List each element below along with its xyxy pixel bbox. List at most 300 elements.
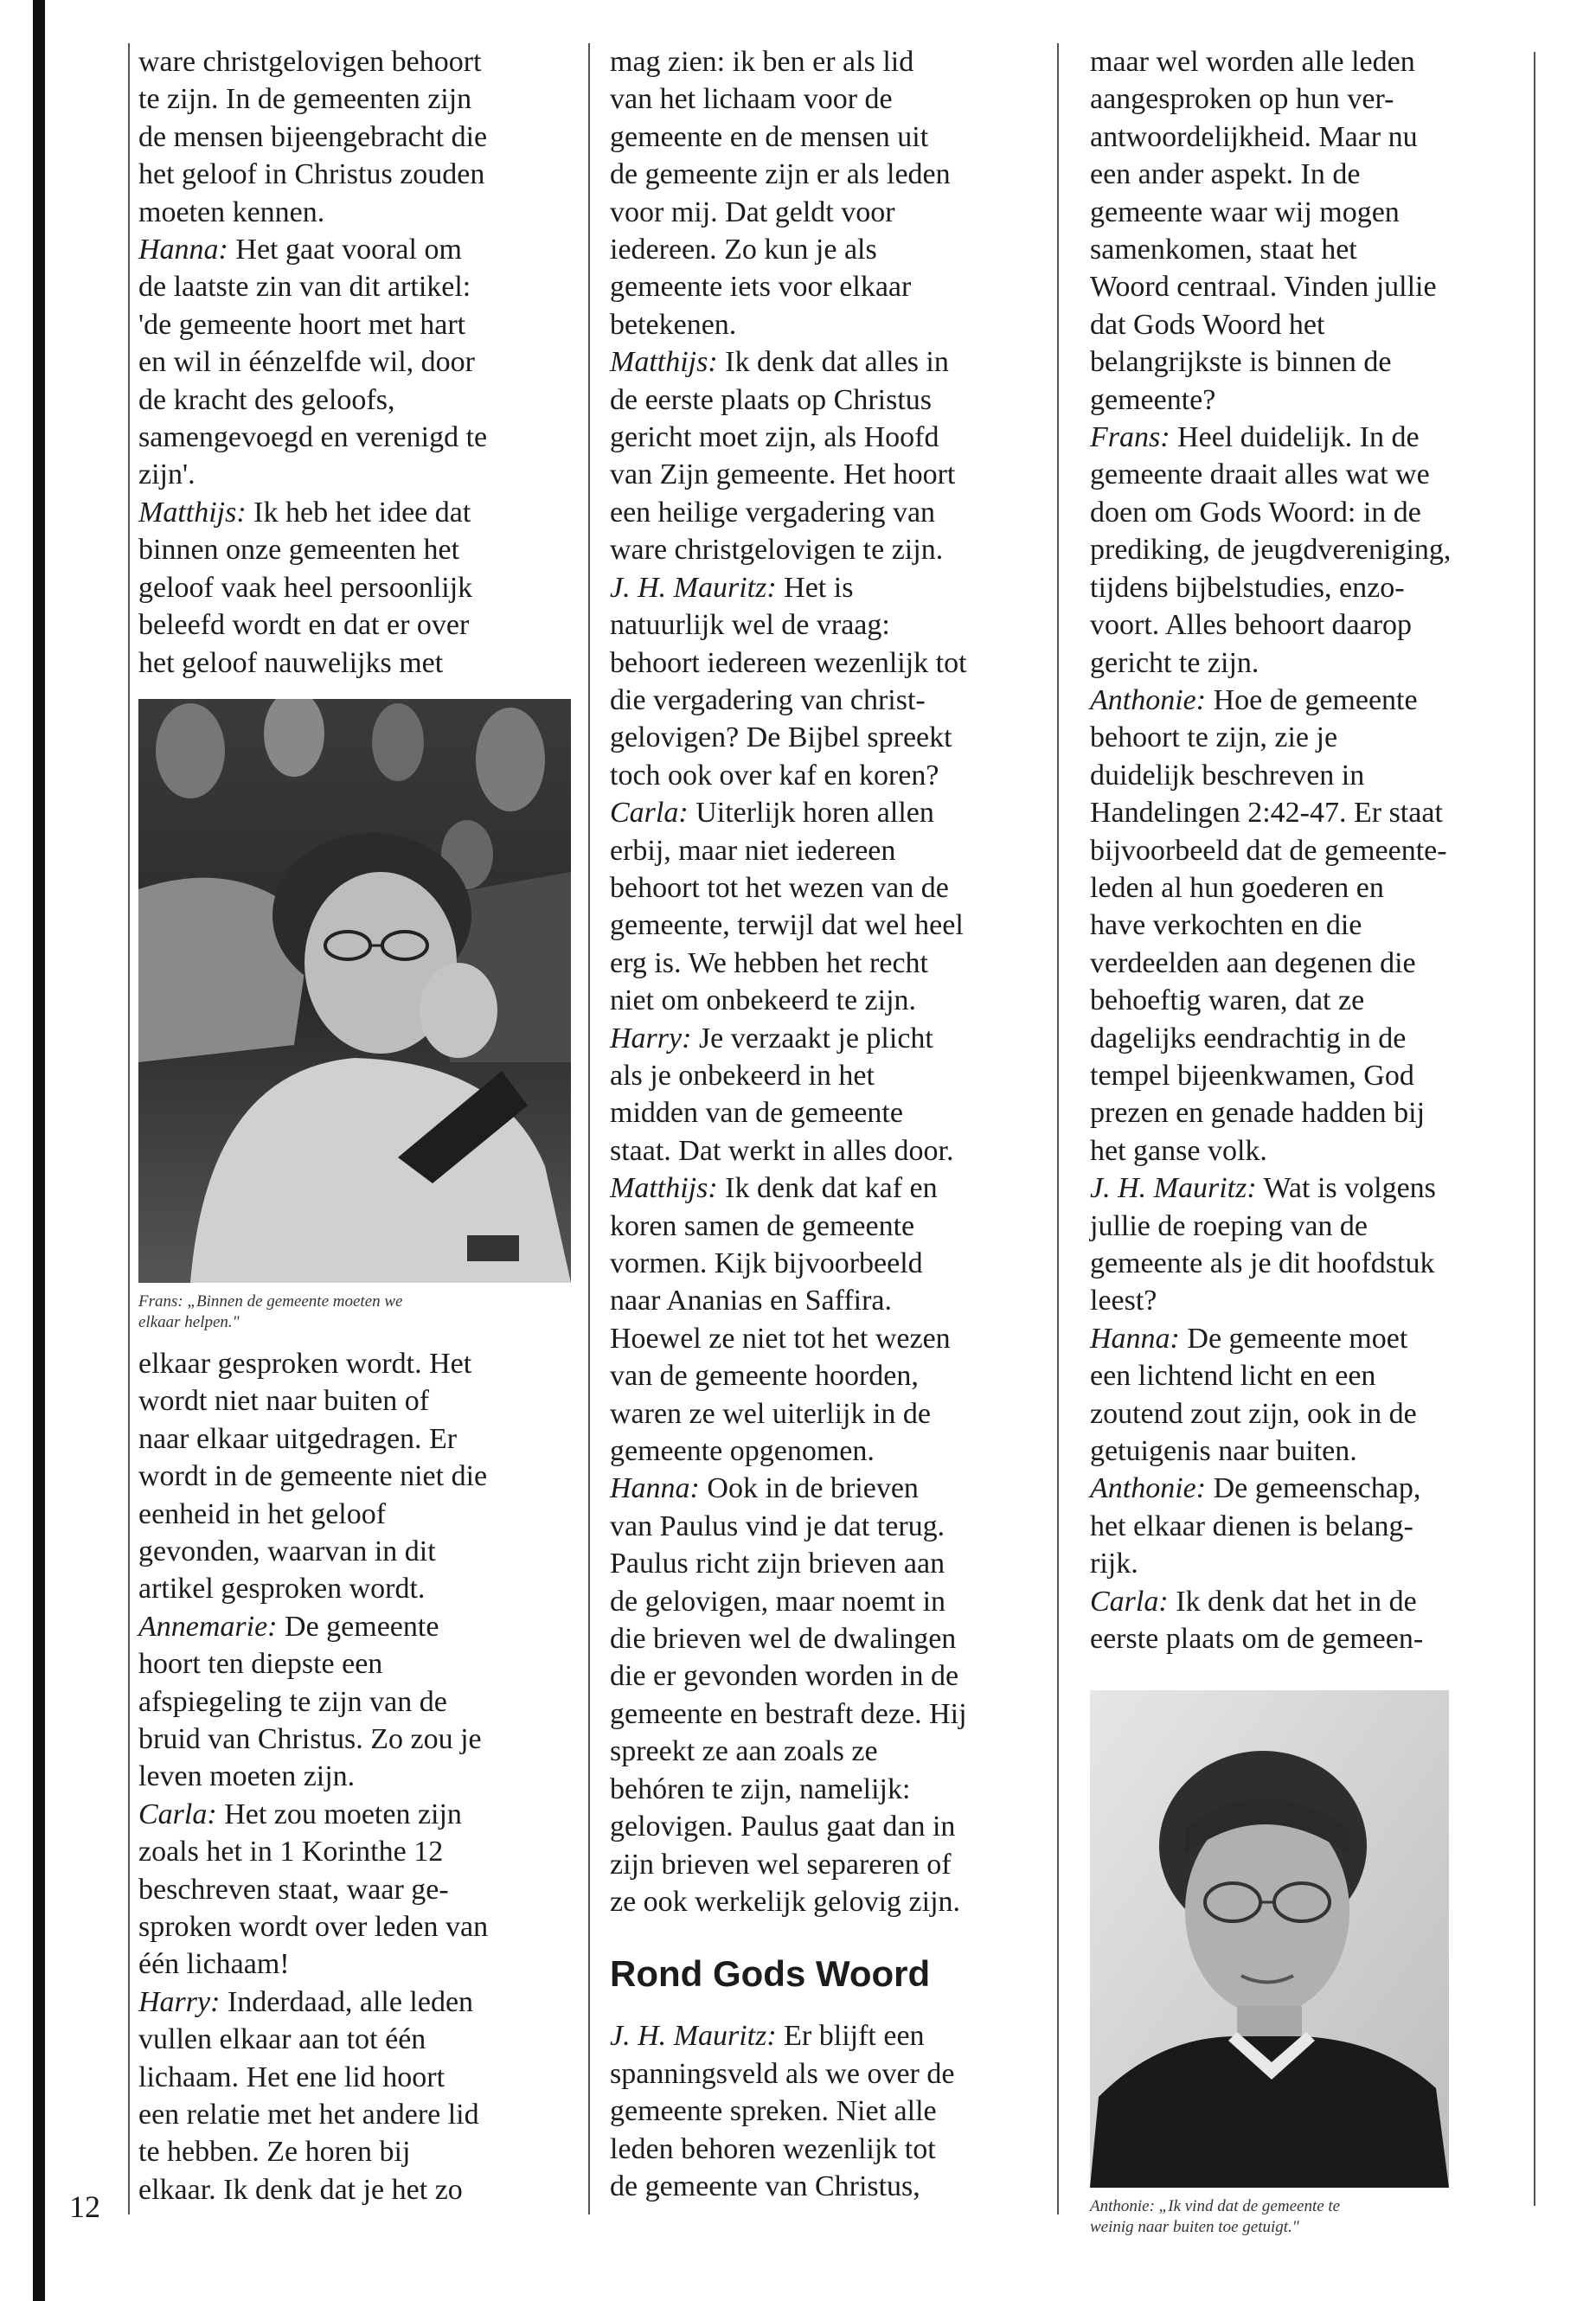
text-line — [610, 1620, 1051, 1657]
text-line — [610, 494, 1051, 531]
photo-anthonie-caption-line-2: weinig naar buiten toe getuigt." — [1090, 2218, 1299, 2237]
text-line — [1090, 757, 1531, 794]
text-line — [138, 1533, 580, 1570]
text-line — [138, 644, 580, 682]
column-2-text-top — [610, 43, 1051, 1920]
line-text: behoeftig waren, dat ze — [1090, 984, 1365, 1017]
text-line — [1090, 156, 1531, 193]
text-line — [610, 1545, 1051, 1582]
line-text: ze ook werkelijk gelovig zijn. — [610, 1885, 961, 1918]
text-line — [1090, 531, 1531, 568]
text-line — [138, 1984, 580, 2021]
line-text: rijk. — [1090, 1548, 1138, 1580]
text-line — [1090, 1395, 1531, 1433]
line-text: zijn brieven wel separeren of — [610, 1848, 952, 1881]
text-line — [610, 1395, 1051, 1433]
line-text: Het is — [776, 571, 854, 604]
text-line — [1090, 494, 1531, 531]
text-line — [1090, 419, 1531, 456]
speaker-name: J. H. Mauritz: — [610, 2020, 777, 2053]
line-text: De gemeenschap, — [1206, 1472, 1421, 1505]
text-line — [610, 1583, 1051, 1620]
page-edge-bar — [33, 0, 45, 2301]
text-line — [138, 569, 580, 606]
text-line — [138, 2133, 580, 2170]
line-text: Het zou moeten zijn — [216, 1798, 462, 1830]
line-text: ware christgelovigen behoort — [138, 46, 482, 78]
line-text: een relatie met het andere lid — [138, 2099, 479, 2131]
line-text: van Paulus vind je dat terug. — [610, 1509, 945, 1542]
line-text: beleefd wordt en dat er over — [138, 609, 470, 642]
text-line — [610, 1357, 1051, 1394]
text-line — [138, 456, 580, 493]
line-text: die vergadering van christ- — [610, 683, 926, 716]
text-line — [1090, 644, 1531, 682]
text-line — [610, 982, 1051, 1019]
text-line — [138, 1645, 580, 1682]
text-line — [1090, 869, 1531, 907]
line-text: Je verzaakt je plicht — [691, 1022, 933, 1054]
text-line — [610, 1020, 1051, 1057]
text-line — [1090, 719, 1531, 756]
text-line — [1090, 343, 1531, 381]
line-text: staat. Dat werkt in alles door. — [610, 1134, 954, 1167]
text-line — [610, 1282, 1051, 1319]
line-text: spanningsveld als we over de — [610, 2057, 955, 2090]
speaker-name: Matthijs: — [610, 1172, 718, 1205]
line-text: Wat is volgens — [1256, 1172, 1436, 1205]
text-line — [610, 1057, 1051, 1094]
text-line — [610, 945, 1051, 982]
text-line — [1090, 569, 1531, 606]
text-line — [138, 306, 580, 343]
line-text: het elkaar dienen is belang- — [1090, 1509, 1413, 1542]
column-2-text-bottom — [610, 2017, 1051, 2205]
line-text: gemeente spreken. Niet alle — [610, 2095, 937, 2128]
text-line — [1090, 1132, 1531, 1170]
line-text: behoort iedereen wezenlijk tot — [610, 646, 967, 679]
text-line — [610, 794, 1051, 831]
speaker-name: Harry: — [138, 1985, 221, 2018]
line-text: gemeente als je dit hoofdstuk — [1090, 1247, 1435, 1279]
text-line — [1090, 1583, 1531, 1620]
line-text: erbij, maar niet iedereen — [610, 834, 896, 867]
text-line — [138, 606, 580, 644]
text-line — [610, 456, 1051, 493]
text-line — [1090, 306, 1531, 343]
line-text: zijn'. — [138, 458, 195, 491]
text-line — [1090, 456, 1531, 493]
column-rule-2 — [1057, 43, 1059, 2214]
text-line — [610, 1883, 1051, 1920]
text-line — [1090, 1208, 1531, 1245]
line-text: wordt in de gemeente niet die — [138, 1460, 488, 1493]
text-line — [1090, 1245, 1531, 1282]
line-text: leden al hun goederen en — [1090, 871, 1384, 904]
text-line — [1090, 1433, 1531, 1470]
text-line — [610, 2168, 1051, 2205]
line-text: De gemeente — [277, 1610, 439, 1643]
line-text: doen om Gods Woord: in de — [1090, 496, 1421, 529]
text-line — [610, 1208, 1051, 1245]
photo-frans-figure — [138, 699, 580, 1333]
line-text: elkaar. Ik denk dat je het zo — [138, 2173, 463, 2206]
text-line — [1090, 1470, 1531, 1507]
line-text: van de gemeente hoorden, — [610, 1360, 919, 1393]
text-line — [1090, 268, 1531, 305]
line-text: de gelovigen, maar noemt in — [610, 1585, 946, 1618]
line-text: Ik heb het idee dat — [246, 496, 471, 529]
line-text: Paulus richt zijn brieven aan — [610, 1548, 945, 1580]
line-text: leven moeten zijn. — [138, 1760, 356, 1793]
text-line — [138, 1758, 580, 1795]
line-text: artikel gesproken wordt. — [138, 1573, 426, 1606]
line-text: tijdens bijbelstudies, enzo- — [1090, 571, 1405, 604]
line-text: waren ze wel uiterlijk in de — [610, 1397, 932, 1430]
text-line — [1090, 80, 1531, 118]
line-text: dagelijks eendrachtig in de — [1090, 1022, 1407, 1054]
text-line — [138, 1420, 580, 1458]
speaker-name: Annemarie: — [138, 1610, 278, 1643]
line-text: toch ook over kaf en koren? — [610, 759, 939, 792]
text-line — [1090, 1170, 1531, 1207]
line-text: gemeente? — [1090, 383, 1216, 416]
text-line — [138, 268, 580, 305]
text-line — [610, 268, 1051, 305]
text-line — [610, 419, 1051, 456]
text-line — [610, 1508, 1051, 1545]
speaker-name: J. H. Mauritz: — [1090, 1172, 1257, 1205]
speaker-name: Anthonie: — [1090, 683, 1207, 716]
text-line — [1090, 381, 1531, 419]
text-line — [1090, 1620, 1531, 1657]
line-text: voort. Alles behoort daarop — [1090, 609, 1413, 642]
line-text: Hoe de gemeente — [1206, 683, 1418, 716]
line-text: de gemeente zijn er als leden — [610, 158, 951, 191]
line-text: Ik denk dat alles in — [717, 346, 949, 379]
text-line — [610, 757, 1051, 794]
photo-anthonie-caption-line-1: Anthonie: „Ik vind dat de gemeente te — [1090, 2197, 1341, 2216]
text-line — [1090, 1057, 1531, 1094]
text-line — [1090, 1320, 1531, 1357]
line-text: mag zien: ik ben er als lid — [610, 46, 914, 78]
line-text: beschreven staat, waar ge- — [138, 1873, 449, 1906]
line-text: ware christgelovigen te zijn. — [610, 534, 944, 567]
text-line — [1090, 606, 1531, 644]
line-text: als je onbekeerd in het — [610, 1059, 875, 1092]
line-text: vormen. Kijk bijvoorbeeld — [610, 1247, 923, 1279]
speaker-name: Hanna: — [1090, 1322, 1180, 1355]
text-line — [610, 156, 1051, 193]
line-text: gemeente en bestraft deze. Hij — [610, 1697, 967, 1730]
line-text: die er gevonden worden in de — [610, 1660, 959, 1693]
line-text: sproken wordt over leden van — [138, 1911, 489, 1943]
line-text: één lichaam! — [138, 1948, 290, 1981]
line-text: gelovigen. Paulus gaat dan in — [610, 1811, 956, 1843]
line-text: eenheid in het geloof — [138, 1497, 387, 1530]
text-line — [138, 1345, 580, 1382]
line-text: gericht te zijn. — [1090, 646, 1259, 679]
text-line — [1090, 119, 1531, 156]
text-line — [1090, 832, 1531, 869]
text-line — [610, 381, 1051, 419]
line-text: gemeente en de mensen uit — [610, 120, 929, 153]
speaker-name: Harry: — [610, 1022, 692, 1054]
text-line — [138, 80, 580, 118]
line-text: gericht moet zijn, als Hoofd — [610, 421, 939, 454]
text-line — [610, 644, 1051, 682]
text-line — [1090, 43, 1531, 80]
line-text: bruid van Christus. Zo zou je — [138, 1722, 482, 1755]
text-line — [138, 2171, 580, 2208]
line-text: Hoewel ze niet tot het wezen — [610, 1322, 951, 1355]
text-line — [1090, 194, 1531, 231]
line-text: Inderdaad, alle leden — [220, 1985, 474, 2018]
line-text: elkaar gesproken wordt. Het — [138, 1347, 472, 1380]
line-text: zoutend zout zijn, ook in de — [1090, 1397, 1417, 1430]
text-line — [138, 43, 580, 80]
line-text: De gemeente moet — [1179, 1322, 1408, 1355]
text-line — [610, 1657, 1051, 1695]
text-line — [610, 119, 1051, 156]
line-text: zoals het in 1 Korinthe 12 — [138, 1836, 444, 1868]
text-line — [610, 682, 1051, 719]
line-text: een ander aspekt. In de — [1090, 158, 1361, 191]
line-text: have verkochten en die — [1090, 909, 1362, 942]
line-text: samenkomen, staat het — [1090, 234, 1357, 266]
line-text: de gemeente van Christus, — [610, 2170, 920, 2202]
text-line — [138, 2096, 580, 2133]
text-line — [610, 43, 1051, 80]
line-text: getuigenis naar buiten. — [1090, 1435, 1357, 1468]
line-text: wordt niet naar buiten of — [138, 1385, 430, 1418]
line-text: gemeente, terwijl dat wel heel — [610, 909, 964, 942]
text-line — [138, 531, 580, 568]
line-text: een lichtend licht en een — [1090, 1360, 1376, 1393]
column-rule-right — [1534, 52, 1535, 2206]
line-text: te hebben. Ze horen bij — [138, 2136, 411, 2169]
text-line — [138, 381, 580, 419]
line-text: naar elkaar uitgedragen. Er — [138, 1422, 458, 1455]
line-text: afspiegeling te zijn van de — [138, 1685, 447, 1718]
speaker-name: Carla: — [138, 1798, 217, 1830]
text-line — [1090, 982, 1531, 1019]
text-line — [138, 119, 580, 156]
text-line — [610, 606, 1051, 644]
line-text: gelovigen? De Bijbel spreekt — [610, 721, 952, 754]
text-line — [610, 1170, 1051, 1207]
text-line — [610, 1245, 1051, 1282]
line-text: natuurlijk wel de vraag: — [610, 609, 890, 642]
line-text: de kracht des geloofs, — [138, 383, 395, 416]
text-line — [1090, 1545, 1531, 1582]
line-text: hoort ten diepste een — [138, 1648, 383, 1681]
speaker-name: Hanna: — [138, 234, 228, 266]
text-line — [138, 156, 580, 193]
line-text: voor mij. Dat geldt voor — [610, 195, 895, 228]
speaker-name: Frans: — [1090, 421, 1170, 454]
text-line — [138, 1496, 580, 1533]
line-text: gemeente waar wij mogen — [1090, 195, 1400, 228]
line-text: eerste plaats om de gemeen- — [1090, 1623, 1424, 1656]
text-line — [138, 1608, 580, 1645]
speaker-name: Anthonie: — [1090, 1472, 1207, 1505]
text-line — [138, 494, 580, 531]
line-text: Woord centraal. Vinden jullie — [1090, 271, 1437, 304]
text-line — [138, 419, 580, 456]
line-text: moeten kennen. — [138, 195, 325, 228]
line-text: dat Gods Woord het — [1090, 308, 1325, 341]
speaker-name: J. H. Mauritz: — [610, 571, 777, 604]
photo-frans-caption-line-1: Frans: „Binnen de gemeente moeten we — [138, 1292, 403, 1311]
text-line — [610, 231, 1051, 268]
photo-frans — [138, 699, 571, 1283]
text-line — [138, 1683, 580, 1721]
text-line — [138, 2021, 580, 2058]
text-line — [138, 1945, 580, 1983]
line-text: aangesproken op hun ver- — [1090, 83, 1394, 116]
text-line — [138, 1458, 580, 1495]
text-line — [138, 1871, 580, 1908]
text-line — [610, 869, 1051, 907]
line-text: leden behoren wezenlijk tot — [610, 2132, 936, 2165]
text-line — [1090, 1094, 1531, 1131]
text-line — [610, 343, 1051, 381]
page-number: 12 — [69, 2189, 100, 2224]
line-text: de mensen bijeengebracht die — [138, 120, 488, 153]
line-text: binnen onze gemeenten het — [138, 534, 460, 567]
column-1 — [138, 43, 580, 2208]
line-text: gemeente opgenomen. — [610, 1435, 875, 1468]
line-text: Ik denk dat kaf en — [717, 1172, 938, 1205]
line-text: het ganse volk. — [1090, 1134, 1267, 1167]
speaker-name: Matthijs: — [138, 496, 247, 529]
line-text: tempel bijeenkwamen, God — [1090, 1059, 1414, 1092]
speaker-name: Carla: — [610, 797, 689, 830]
line-text: gemeente iets voor elkaar — [610, 271, 912, 304]
line-text: betekenen. — [610, 308, 737, 341]
line-text: het geloof in Christus zouden — [138, 158, 485, 191]
line-text: het geloof nauwelijks met — [138, 646, 444, 679]
line-text: geloof vaak heel persoonlijk — [138, 571, 473, 604]
line-text: koren samen de gemeente — [610, 1209, 915, 1242]
line-text: de laatste zin van dit artikel: — [138, 271, 471, 304]
line-text: die brieven wel de dwalingen — [610, 1623, 957, 1656]
text-line — [610, 1695, 1051, 1733]
line-text: te zijn. In de gemeenten zijn — [138, 83, 472, 116]
text-line — [138, 1721, 580, 1758]
text-line — [1090, 1020, 1531, 1057]
photo-anthonie-figure — [1090, 1690, 1531, 2238]
text-line — [1090, 945, 1531, 982]
line-text: Ook in de brieven — [699, 1472, 919, 1505]
line-text: Ik denk dat het in de — [1168, 1585, 1417, 1618]
line-text: Er blijft een — [776, 2020, 925, 2053]
line-text: een heilige vergadering van — [610, 496, 936, 529]
text-line — [138, 1570, 580, 1607]
text-line — [610, 569, 1051, 606]
line-text: de eerste plaats op Christus — [610, 383, 933, 416]
text-line — [610, 194, 1051, 231]
line-text: jullie de roeping van de — [1090, 1209, 1368, 1242]
text-line — [1090, 794, 1531, 831]
column-3 — [1090, 43, 1531, 2238]
text-line — [610, 306, 1051, 343]
text-line — [1090, 1357, 1531, 1394]
text-line — [138, 1833, 580, 1870]
line-text: verdeelden aan degenen die — [1090, 946, 1416, 979]
text-line — [138, 1796, 580, 1833]
text-line — [138, 231, 580, 268]
text-line — [1090, 231, 1531, 268]
line-text: behoort tot het wezen van de — [610, 871, 949, 904]
text-line — [610, 1733, 1051, 1770]
text-line — [1090, 1282, 1531, 1319]
text-line — [610, 2131, 1051, 2168]
line-text: en wil in éénzelfde wil, door — [138, 346, 475, 379]
line-text: maar wel worden alle leden — [1090, 46, 1415, 78]
line-text: behoort te zijn, zie je — [1090, 721, 1338, 754]
text-line — [610, 907, 1051, 944]
text-line — [610, 531, 1051, 568]
text-line — [610, 1433, 1051, 1470]
text-line — [1090, 907, 1531, 944]
column-rule-left — [128, 43, 130, 2214]
text-line — [610, 1470, 1051, 1507]
line-text: prezen en genade hadden bij — [1090, 1097, 1426, 1130]
text-line — [138, 1382, 580, 1420]
line-text: leest? — [1090, 1285, 1157, 1317]
speaker-name: Hanna: — [610, 1472, 700, 1505]
line-text: Handelingen 2:42-47. Er staat — [1090, 797, 1443, 830]
line-text: prediking, de jeugdvereniging, — [1090, 534, 1452, 567]
photo-anthonie — [1090, 1690, 1449, 2188]
line-text: erg is. We hebben het recht — [610, 946, 928, 979]
speaker-name: Matthijs: — [610, 346, 718, 379]
line-text: duidelijk beschreven in — [1090, 759, 1365, 792]
text-line — [610, 832, 1051, 869]
line-text: Het gaat vooral om — [228, 234, 462, 266]
line-text: bijvoorbeeld dat de gemeente- — [1090, 834, 1447, 867]
line-text: lichaam. Het ene lid hoort — [138, 2061, 445, 2093]
text-line — [610, 2017, 1051, 2054]
line-text: Uiterlijk horen allen — [688, 797, 934, 830]
line-text: samengevoegd en verenigd te — [138, 421, 488, 454]
line-text: van Zijn gemeente. Het hoort — [610, 458, 956, 491]
text-line — [610, 2093, 1051, 2130]
column-3-text-top — [1090, 43, 1531, 1657]
line-text: spreekt ze aan zoals ze — [610, 1735, 878, 1768]
speaker-name: Carla: — [1090, 1585, 1169, 1618]
line-text: Heel duidelijk. In de — [1170, 421, 1420, 454]
line-text: midden van de gemeente — [610, 1097, 903, 1130]
text-line — [610, 80, 1051, 118]
column-1-text-bottom — [138, 1345, 580, 2208]
line-text: naar Ananias en Saffira. — [610, 1285, 893, 1317]
column-1-text-top — [138, 43, 580, 682]
column-rule-1 — [588, 43, 590, 2214]
text-line — [610, 1846, 1051, 1883]
line-text: belangrijkste is binnen de — [1090, 346, 1392, 379]
column-2 — [610, 43, 1051, 2205]
text-line — [610, 1320, 1051, 1357]
line-text: gemeente draait alles wat we — [1090, 458, 1430, 491]
line-text: iedereen. Zo kun je als — [610, 234, 877, 266]
text-line — [610, 1808, 1051, 1845]
text-line — [138, 2059, 580, 2096]
text-line — [1090, 1508, 1531, 1545]
text-line — [610, 1132, 1051, 1170]
